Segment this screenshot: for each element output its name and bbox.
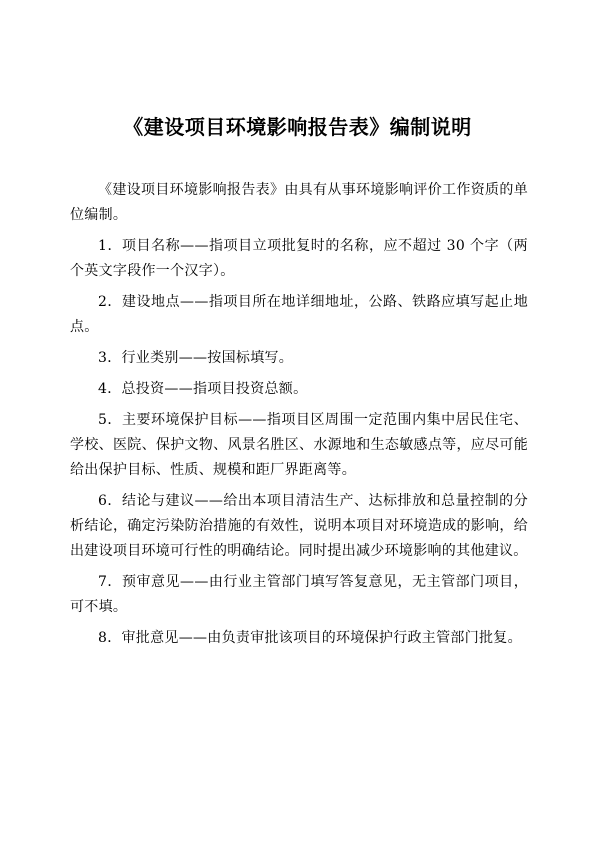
item-industry-category: 3．行业类别——按国标填写。 [98, 350, 294, 366]
document-body [70, 178, 528, 657]
item-construction-site: 2．建设地点——指项目所在地详细地址，公路、铁路应填写起止地点。 [70, 294, 528, 335]
item-approval-opinion: 8．审批意见——由负责审批该项目的环境保护行政主管部门批复。 [98, 630, 522, 646]
item-conclusions: 6．结论与建议——给出本项目清洁生产、达标排放和总量控制的分析结论，确定污染防治措施的有效性，说明本项目对环境造成的影响，给出建设项目环境可行性的明确结论。同时提出减少环境影响的其他建议。 [70, 493, 528, 559]
item-protection-targets: 5．主要环境保护目标——指项目区周围一定范围内集中居民住宅、学校、医院、保护文物、风景名胜区、水源地和生态敏感点等，应尽可能给出保护目标、性质、规模和距厂界距离等。 [70, 412, 528, 478]
item-project-name: 1．项目名称——指项目立项批复时的名称，应不超过 30 个字（两个英文字段作一个汉字）。 [70, 238, 528, 279]
intro-paragraph: 《建设项目环境影响报告表》由具有从事环境影响评价工作资质的单位编制。 [70, 182, 528, 223]
page-title: 《建设项目环境影响报告表》编制说明 [123, 115, 472, 139]
item-total-investment: 4．总投资——指项目投资总额。 [98, 381, 308, 397]
item-preliminary-review: 7．预审意见——由行业主管部门填写答复意见，无主管部门项目，可不填。 [70, 574, 528, 615]
